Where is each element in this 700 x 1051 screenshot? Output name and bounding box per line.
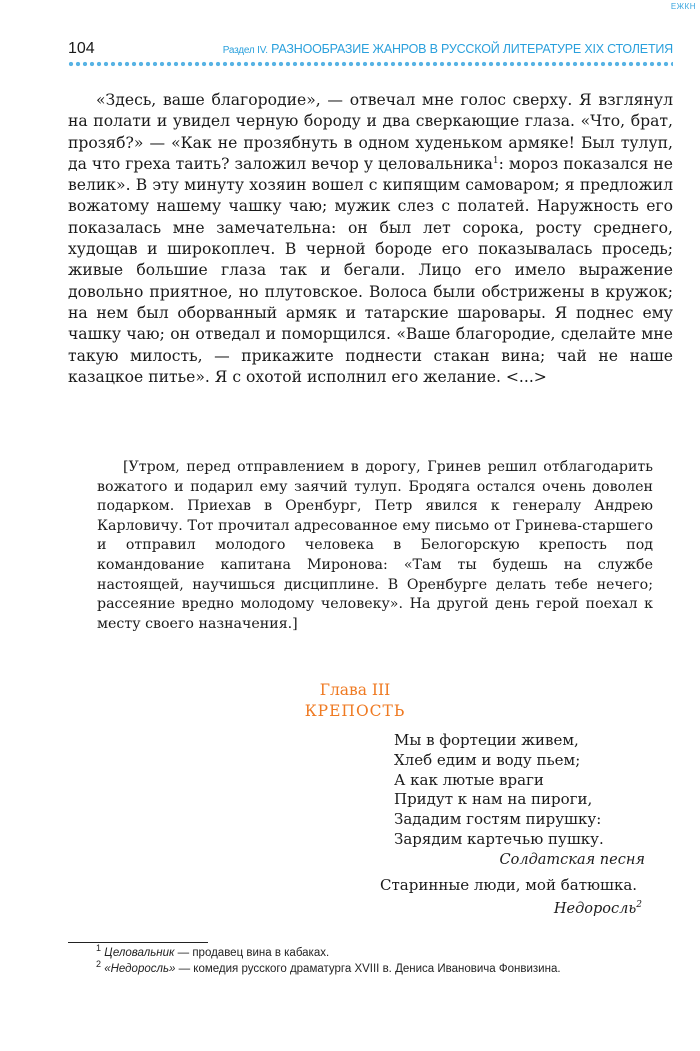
page-number: 104 xyxy=(68,40,95,57)
footnote-number: 1 xyxy=(96,943,102,954)
footnote-divider xyxy=(68,942,208,943)
footnote xyxy=(96,945,561,961)
footnotes xyxy=(96,945,561,977)
poem-line: Зарядим картечью пушку. xyxy=(394,829,604,848)
epigraph-attribution-2 xyxy=(554,901,642,917)
section-label: Раздел IV. xyxy=(222,45,268,56)
epigraph-quote: Старинные люди, мой батюшка. xyxy=(380,876,638,894)
page-header xyxy=(68,40,673,68)
paragraph-text: «Здесь, ваше благородие», — отвечал мне голос сверху. Я взглянул на полати и увидел черную бороду и два сверкающие глаза. «Что, брат, прозяб?» — «Как не прозябнуть в одном худеньком армяке! Был тулуп, да что греха таить? заложил вечор у целовальника xyxy=(68,91,673,173)
poem-line: А как лютые враги xyxy=(394,770,544,789)
poem-line: Зададим гостям пирушку: xyxy=(394,810,602,829)
main-text xyxy=(68,90,673,388)
footnote-text: — продавец вина в кабаках. xyxy=(174,947,330,959)
poem-line: Хлеб едим и воду пьем; xyxy=(394,750,581,769)
epigraph-poem xyxy=(394,731,604,850)
footnote-ref[interactable]: 1 xyxy=(492,155,499,166)
epigraph-attribution: Солдатская песня xyxy=(499,852,645,868)
header-ornament-divider xyxy=(68,60,673,68)
section-title: РАЗНООБРАЗИЕ ЖАНРОВ В РУССКОЙ ЛИТЕРАТУРЕ XIX СТОЛЕТИЯ xyxy=(271,42,673,56)
footnote-ref[interactable]: 2 xyxy=(636,900,642,911)
footnote xyxy=(96,961,561,977)
summary-block xyxy=(97,458,653,634)
poem-line: Мы в фортеции живем, xyxy=(394,731,579,749)
paragraph-text-cont: : мороз показался не велик». В эту минуту хозяин вошел с кипящим самоваром; я предложил вожатому нашему чашку чаю; мужик слез с полатей. Наружность его показалась мне замечательна: он был лет сорока, росту среднего, худощав и широкоплеч. В черной бороде его показывалась проседь; живые большие глаза так и бегали. Лицо его имело выражение довольно приятное, но плутовское. Волоса были обстрижены в кружок; на нем был оборванный армяк и татарские шаровары. Я поднес ему чашку чаю; он отведал и поморщился. «Ваше благородие, сделайте мне такую милость, — прикажите поднести стакан вина; чай не наше казацкое питье». Я с охотой исполнил его желание. <...> xyxy=(68,154,673,386)
footnote-term: Целовальник xyxy=(104,947,175,959)
attribution-text: Недоросль xyxy=(553,901,637,917)
chapter-heading xyxy=(280,680,430,722)
footnote-text: — комедия русского драматурга XVIII в. Дениса Ивановича Фонвизина. xyxy=(175,963,561,975)
running-head xyxy=(223,42,673,56)
corner-mark: ЕЖКН xyxy=(670,2,696,11)
poem-line: Придут к нам на пироги, xyxy=(394,790,593,809)
paragraph xyxy=(68,90,673,388)
footnote-number: 2 xyxy=(96,959,102,970)
footnote-term: «Недоросль» xyxy=(104,963,176,975)
chapter-title: КРЕПОСТЬ xyxy=(304,702,406,720)
chapter-number: Глава III xyxy=(319,681,391,699)
summary-text: [Утром, перед отправлением в дорогу, Гринев решил отблагодарить вожатого и подарил ему заячий тулуп. Бродяга остался очень доволен подарком. Приехав в Оренбург, Петр явился к генералу Андрею Карловичу. Тот прочитал адресованное ему письмо от Гринева-старшего и отправил молодого человека в Белогорскую крепость под командование капитана Миронова: «Там ты будешь на службе настоящей, научишься дисциплине. В Оренбурге делать тебе нечего; рассеяние вредно молодому человеку». На другой день герой поехал к месту своего назначения.] xyxy=(97,459,653,632)
